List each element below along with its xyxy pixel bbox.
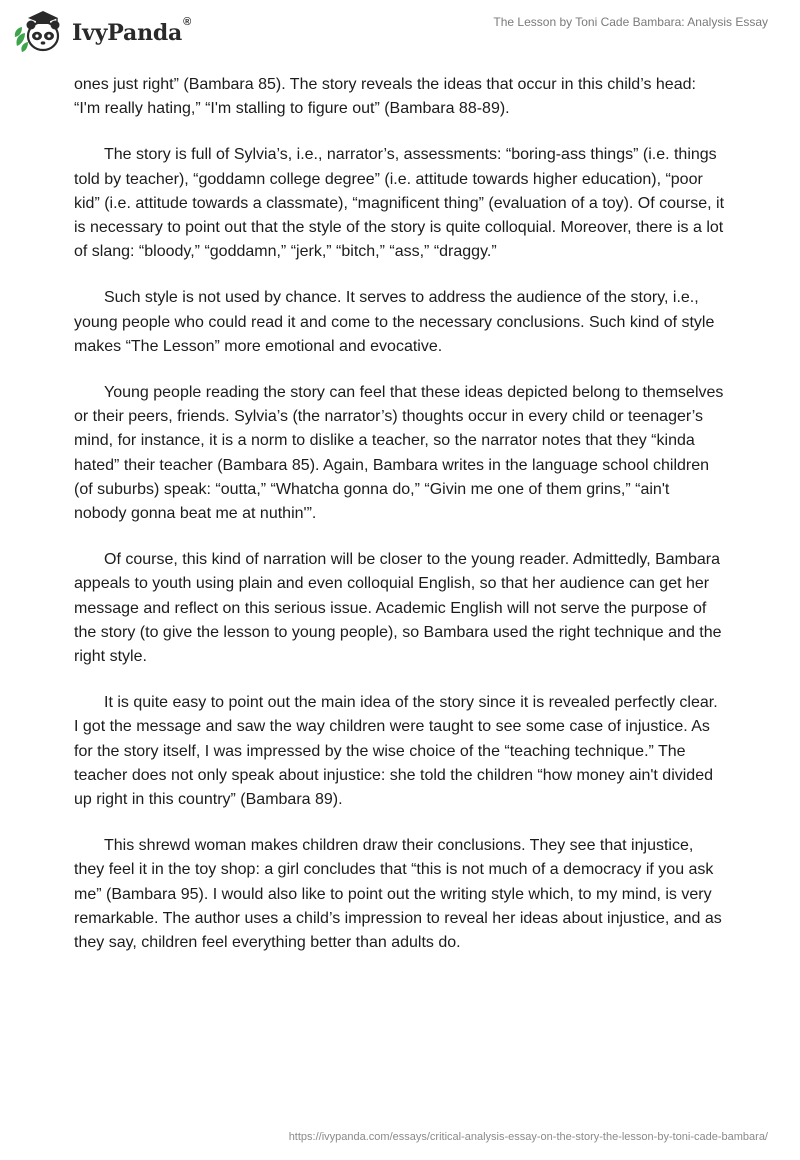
paragraph-7: This shrewd woman makes children draw their conclusions. They see that injustice, they feel it in the toy shop: a girl concludes that “this is not much of a democracy if you ask me” (Bambara 95). I would also like to point out the writing style which, to my mind, is very remarkable. The author uses a child’s impression to reveal her ideas about injustice, and as they say, children feel everything better than adults do.	[74, 837, 722, 952]
brand-name: IvyPanda®	[72, 16, 192, 46]
paragraph-5: Of course, this kind of narration will be closer to the young reader. Admittedly, Bambara appeals to youth using plain and even colloquial English, so that her audience can get her message and reflect on this serious issue. Academic English will not serve the purpose of the story (to give the lesson to young people), so Bambara used the right technique and the right style.	[74, 551, 722, 666]
ivypanda-logo[interactable]	[14, 8, 191, 54]
panda-graduate-icon	[14, 8, 66, 54]
paragraph-4: Young people reading the story can feel that these ideas depicted belong to themselves or their peers, friends. Sylvia’s (the narrator’s) thoughts occur in every child or teenager’s mind, for instance, it is a norm to dislike a teacher, so the narrator notes that they “kinda hated” their teacher (Bambara 85). Again, Bambara writes in the language school children (of suburbs) speak: “outta,” “Whatcha gonna do,” “Givin me one of them grins,” “ain't nobody gonna beat me at nuthin'”.	[74, 384, 724, 523]
essay-body	[74, 73, 726, 977]
paragraph-1: ones just right” (Bambara 85). The story reveals the ideas that occur in this child’s head: “I'm really hating,” “I'm stalling to figure out” (Bambara 88-89).	[74, 76, 696, 118]
paragraph-3: Such style is not used by chance. It serves to address the audience of the story, i.e., young people who could read it and come to the necessary conclusions. Such kind of style makes “The Lesson” more emotional and evocative.	[74, 289, 715, 355]
registered-mark: ®	[183, 16, 192, 28]
paragraph-6: It is quite easy to point out the main idea of the story since it is revealed perfectly clear. I got the message and saw the way children were taught to see some case of injustice. As for the story itself, I was impressed by the wise choice of the “teaching technique.” The teacher does not only speak about injustice: she told the children “how money ain't divided up right in this country” (Bambara 89).	[74, 694, 718, 809]
document-title: The Lesson by Toni Cade Bambara: Analysis Essay	[493, 15, 768, 29]
source-url[interactable]: https://ivypanda.com/essays/critical-analysis-essay-on-the-story-the-lesson-by-toni-cade-bambara/	[288, 1131, 768, 1143]
page-header	[0, 0, 800, 70]
paragraph-2: The story is full of Sylvia’s, i.e., narrator’s, assessments: “boring-ass things” (i.e. things told by teacher), “goddamn college degree” (i.e. attitude towards higher education), “poor kid” (i.e. attitude towards a classmate), “magnificent thing” (evaluation of a toy). Of course, it is necessary to point out that the style of the story is quite colloquial. Moreover, there is a lot of slang: “bloody,” “goddamn,” “jerk,” “bitch,” “ass,” “draggy.”	[74, 146, 725, 261]
